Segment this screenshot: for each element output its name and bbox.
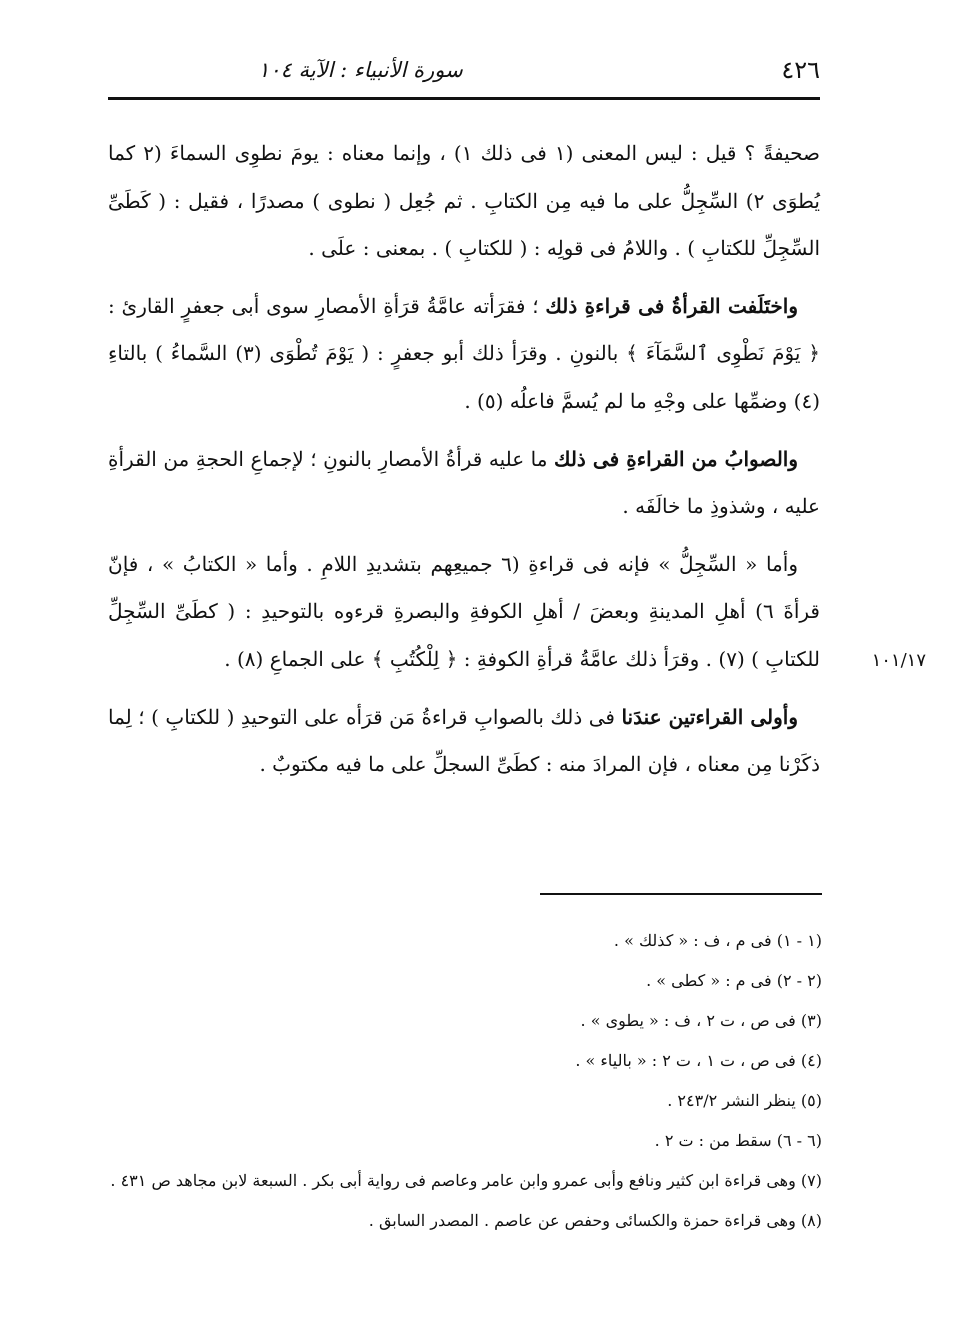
footnote: (١ - ١) فى م ، ف : « كذلك » . [613,931,822,950]
footnote: (٧) وهى قراءة ابن كثير ونافع وأبى عمرو وابن عامر وعاصم فى رواية أبى بكر . السبعة لابن مجاهد ص ٤٣١ . [110,1171,822,1190]
footnotes [108,924,822,1244]
paragraph-4: وأما « السِّجِلُّ » فإنه فى قراءةِ (٦ جميعِهم بتشديدِ اللامِ . وأما « الكتابُ » ، فإنّ قرأةَ ٦) أهلِ المدينةِ وبعضَ / أهلِ الكوفةِ والبصرةِ قرءوه بالتوحيدِ : ( كطَىِّ السِّجِلِّ للكتابِ ) (٧) . وقرَأ ذلك عامَّةُ قرأةِ الكوفةِ : ﴿ لِلْكُتُبِ ﴾ على الجماعِ (٨) . [108,551,820,671]
page-number: ٤٢٦ [781,56,820,84]
paragraph-5 [108,694,820,789]
header-rule [108,97,820,100]
paragraph-1: صحيفةً ؟ قيل : ليس المعنى (١ فى ذلك ١) ، وإنما معناه : يومَ نطوِى السماءَ (٢ كما يُطوَى ٢) السِّجِلُّ على ما فيه مِن الكتابِ . ثم جُعِل ( نطوى ) مصدرًا ، فقيل : ( كَطَىِّ السِّجِلِّ للكتابِ ) . واللامُ فى قولِه : ( للكتابِ ) . بمعنى : علَى . [108,141,820,261]
footnote: (٨) وهى قراءة حمزة والكسائى وحفص عن عاصم . المصدر السابق . [368,1211,822,1230]
paragraph-3-lead: والصوابُ من القراءةِ فى ذلك [553,446,798,471]
paragraph-5-text: فى ذلك بالصوابِ قراءةُ مَن قرَأه على التوحيدِ ( للكتابِ ) ؛ لِما ذكَرْنا مِن معناه ، فإن المرادَ منه : كطَىِّ السجلِّ على ما فيه مكتوبٌ . [108,704,820,777]
footnote: (٦ - ٦) سقط من : ت ٢ . [654,1131,822,1150]
footnote: (٣) فى ص ، ت ٢ ، ف : « يطوى » . [580,1011,822,1030]
paragraph-2 [108,283,820,426]
paragraph-3-text: ما عليه قرأةُ الأمصارِ بالنونِ ؛ لإجماعِ الحجةِ من القرأةِ عليه ، وشذوذِ ما خالَفَه . [108,446,820,519]
margin-page-reference: ١٠١/١٧ [871,650,926,671]
footnote: (٤) فى ص ، ت ١ ، ت ٢ : « بالياء » . [575,1051,822,1070]
paragraph-5-lead: وأولى القراءتين عندَنا [621,704,798,729]
footnote: (٢ - ٢) فى م : « كطى » . [646,971,822,990]
paragraph-3 [108,436,820,531]
page-header [108,52,820,94]
running-title: سورة الأنبياء : الآية ١٠٤ [258,58,463,82]
paragraph-2-text: ؛ فقرَأته عامَّةُ قرَأةِ الأمصارِ سوى أبى جعفرٍ القارئ : ﴿ يَوْمَ نَطْوِى ٱلسَّمَآءَ ﴾ بالنونِ . وقرَأ ذلك أبو جعفرٍ : ( يَوْمَ تُطْوَى (٣) السَّماءُ ) بالتاءِ (٤) وضمِّها على وجْهِ ما لم يُسمَّ فاعلُه (٥) . [108,293,820,413]
footnote: (٥) ينظر النشر ٢٤٣/٢ . [667,1091,822,1110]
paragraph-2-lead: واختَلَفت القرأةُ فى قراءةِ ذلك [545,293,798,318]
footnote-rule [540,893,822,895]
main-text [108,130,820,799]
